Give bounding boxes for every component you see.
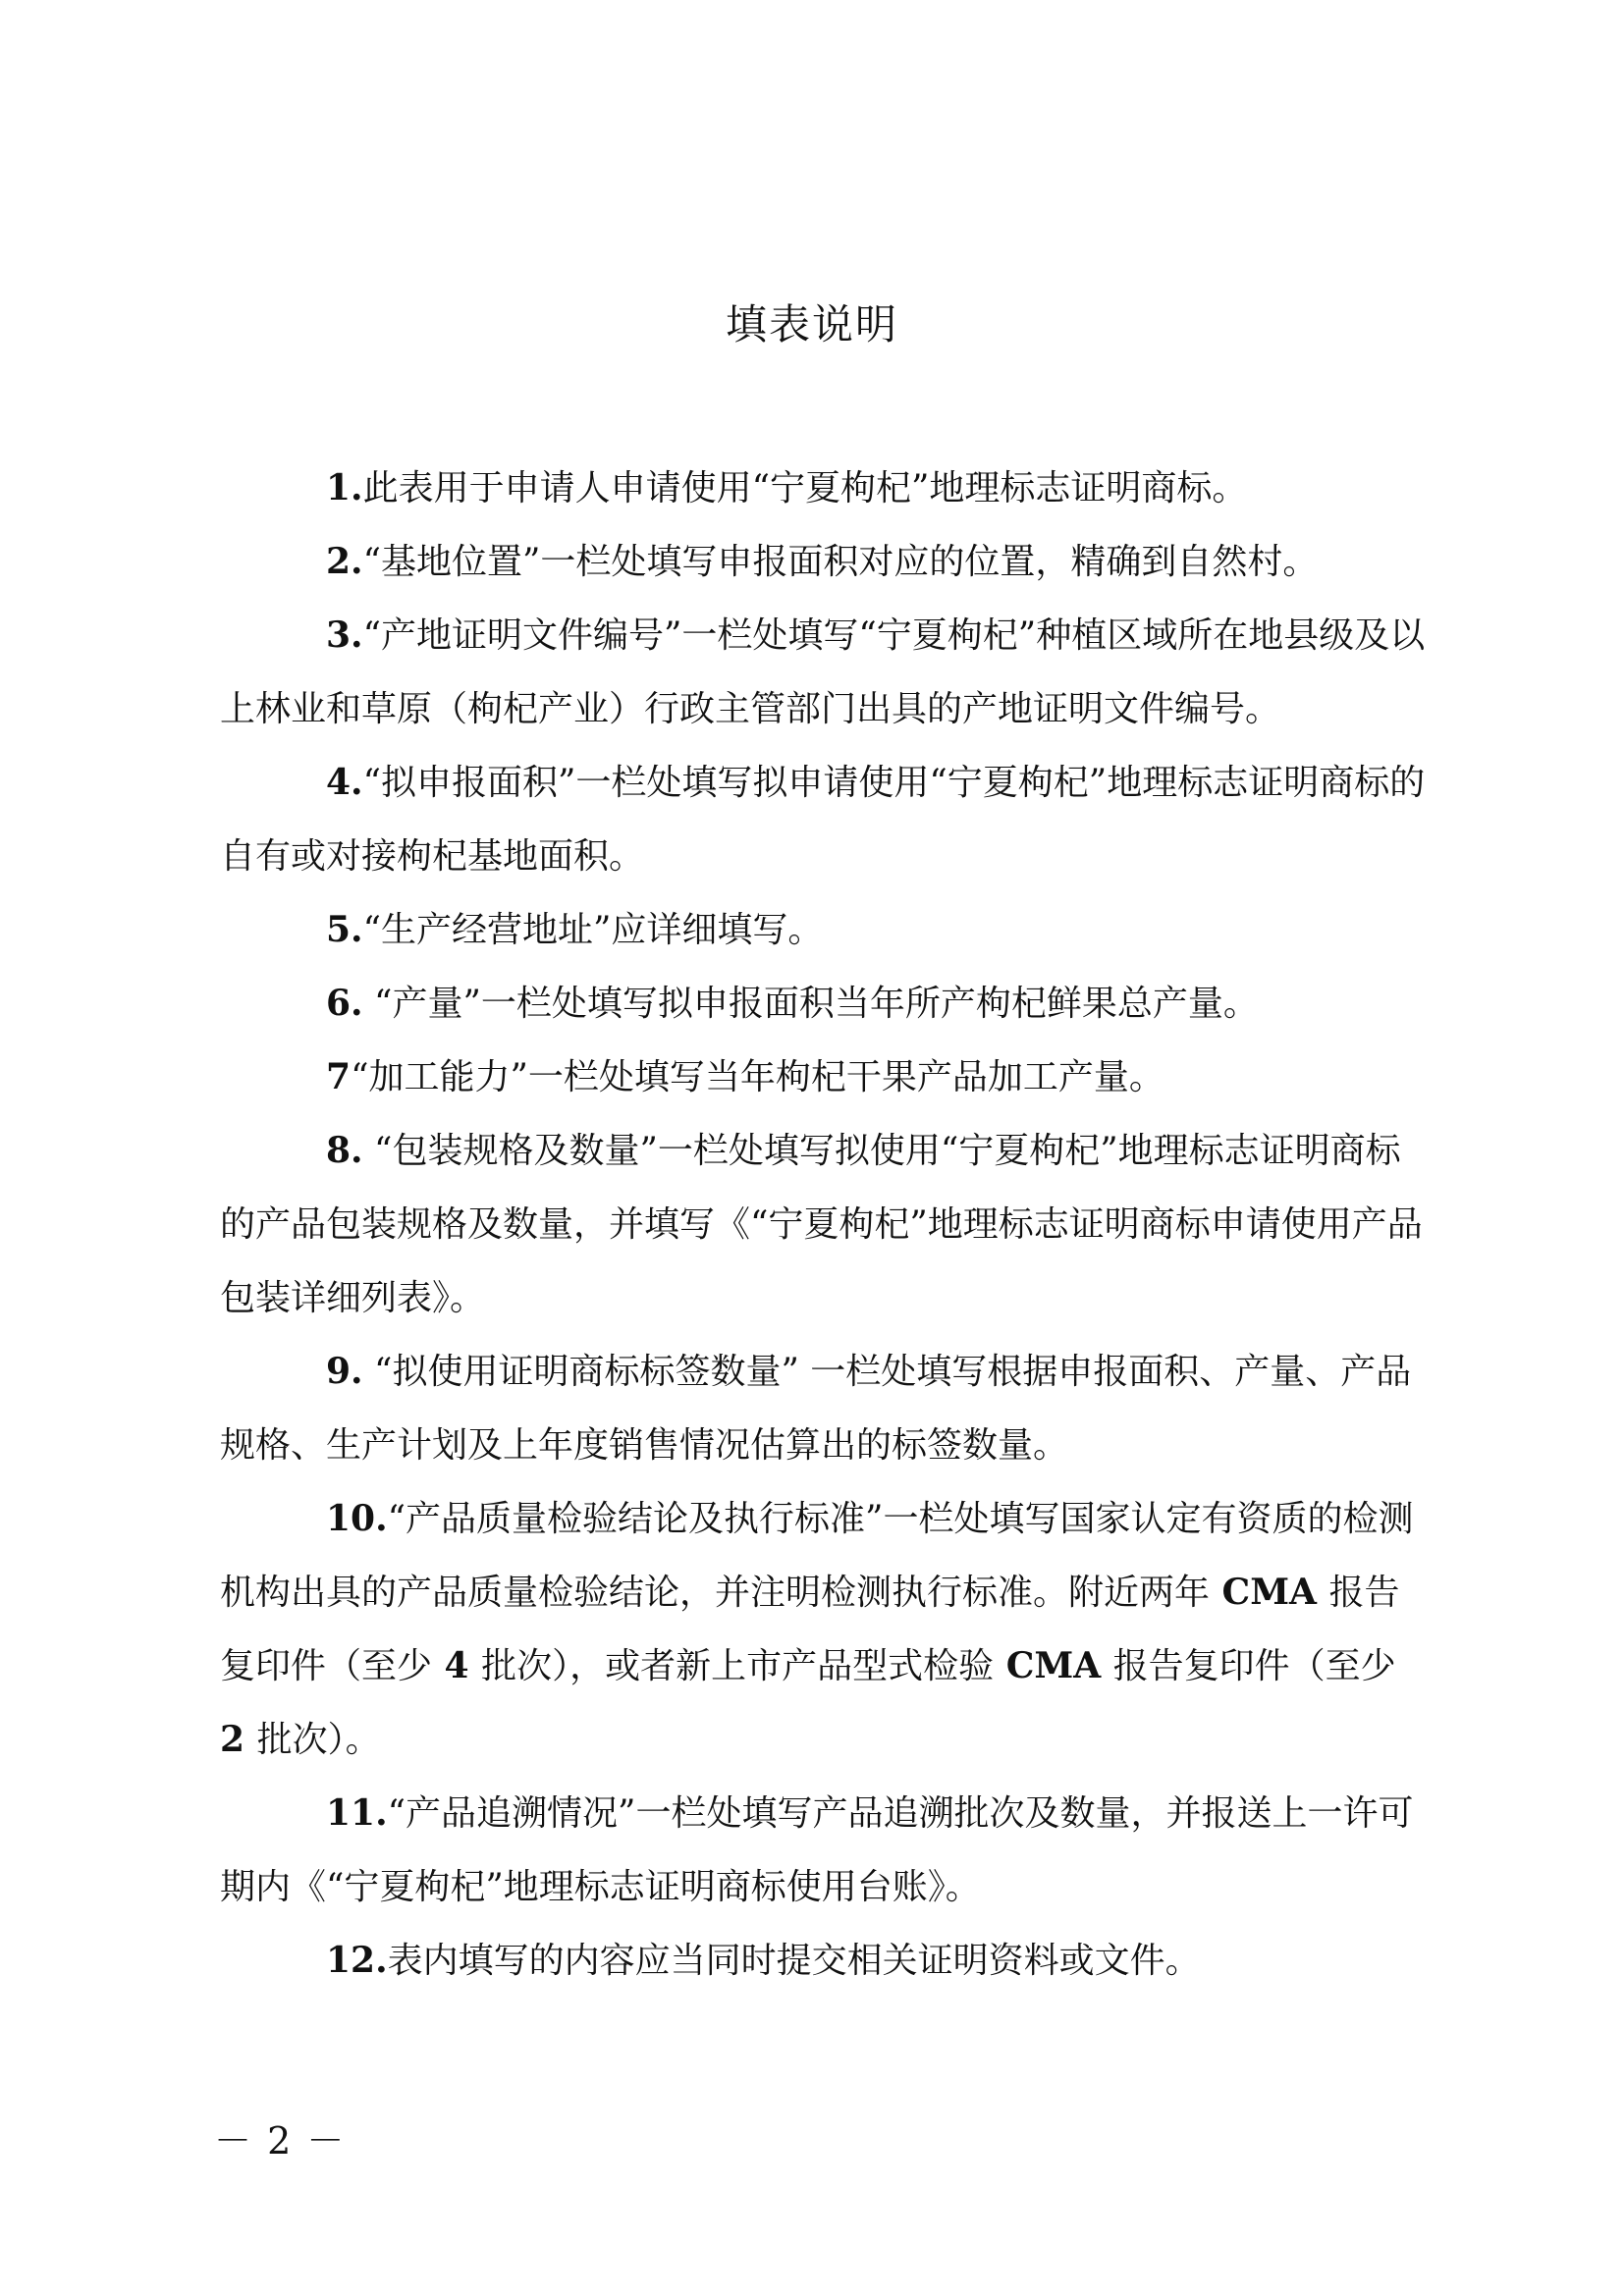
item-number: 7 <box>326 1056 352 1097</box>
item-text: 此表用于申请人申请使用“宁夏枸杞”地理标志证明商标。 <box>362 468 1248 508</box>
instruction-item-8 <box>220 1114 1428 1335</box>
item-text: “产量”一栏处填写拟申报面积当年所产枸杞鲜果总产量。 <box>362 984 1259 1024</box>
item-text: “生产经营地址”应详细填写。 <box>362 910 824 950</box>
item-text: “包装规格及数量”一栏处填写拟使用“宁夏枸杞”地理标志证明商标的产品包装规格及数量，并填写《“宁夏枸杞”地理标志证明商标申请使用产品包装详细列表》。 <box>220 1131 1423 1318</box>
item-number: 4. <box>326 762 363 803</box>
item-text-part: 报告复印件（至少 <box>1112 1646 1396 1686</box>
item-text-part: 批次），或者新上市产品型式检验 <box>481 1646 995 1686</box>
item-number: 2. <box>326 541 363 582</box>
item-text: “加工能力”一栏处填写当年枸杞干果产品加工产量。 <box>351 1057 1164 1097</box>
item-text-part: “产品质量检验结论及执行标准”一栏处填写国家认定有资质的检测机构出具的产品质量检验结论，并注明检测执行标准。附近两年 <box>220 1499 1414 1613</box>
item-text: “拟申报面积”一栏处填写拟申请使用“宁夏枸杞”地理标志证明商标的自有或对接枸杞基地面积。 <box>220 763 1426 877</box>
item-number: 1. <box>326 467 363 508</box>
instruction-item-11 <box>220 1777 1428 1924</box>
item-text: “产地证明文件编号”一栏处填写“宁夏枸杞”种植区域所在地县级及以上林业和草原（枸杞产业）行政主管部门出具的产地证明文件编号。 <box>220 615 1426 729</box>
cma-label: CMA <box>1210 1572 1329 1613</box>
instruction-item-12 <box>220 1924 1428 1998</box>
instruction-item-2 <box>220 525 1428 599</box>
instruction-item-7 <box>220 1041 1428 1114</box>
page-title: 填表说明 <box>725 300 898 348</box>
instruction-item-9 <box>220 1335 1428 1482</box>
instructions-body <box>220 452 1428 1998</box>
page-number: － 2 － <box>214 2119 347 2163</box>
item-number: 5. <box>326 909 363 950</box>
instruction-item-5 <box>220 893 1428 967</box>
cma-label: CMA <box>994 1645 1113 1686</box>
batch-count: 2 <box>220 1719 257 1760</box>
item-number: 6. <box>326 983 363 1024</box>
item-number: 12. <box>326 1940 388 1981</box>
item-text: “产品追溯情况”一栏处填写产品追溯批次及数量，并报送上一许可期内《“宁夏枸杞”地理标志证明商标使用台账》。 <box>220 1793 1414 1907</box>
item-text-part: 报告复印件（至少 <box>220 1573 1400 1686</box>
instruction-item-3 <box>220 599 1428 746</box>
instruction-item-1 <box>220 452 1428 525</box>
batch-count: 4 <box>432 1645 482 1686</box>
item-number: 10. <box>326 1498 388 1539</box>
item-number: 11. <box>326 1792 388 1834</box>
item-text: “基地位置”一栏处填写申报面积对应的位置，精确到自然村。 <box>362 542 1319 582</box>
item-number: 3. <box>326 614 363 656</box>
item-text: “拟使用证明商标标签数量” 一栏处填写根据申报面积、产量、产品规格、生产计划及上年度销售情况估算出的标签数量。 <box>220 1352 1412 1466</box>
item-number: 9. <box>326 1351 363 1392</box>
instruction-item-6 <box>220 967 1428 1041</box>
instruction-item-10 <box>220 1482 1428 1777</box>
item-number: 8. <box>326 1130 363 1171</box>
item-text: 表内填写的内容应当同时提交相关证明资料或文件。 <box>387 1941 1201 1981</box>
item-text-part: 批次）。 <box>256 1720 381 1760</box>
instruction-item-4 <box>220 746 1428 893</box>
